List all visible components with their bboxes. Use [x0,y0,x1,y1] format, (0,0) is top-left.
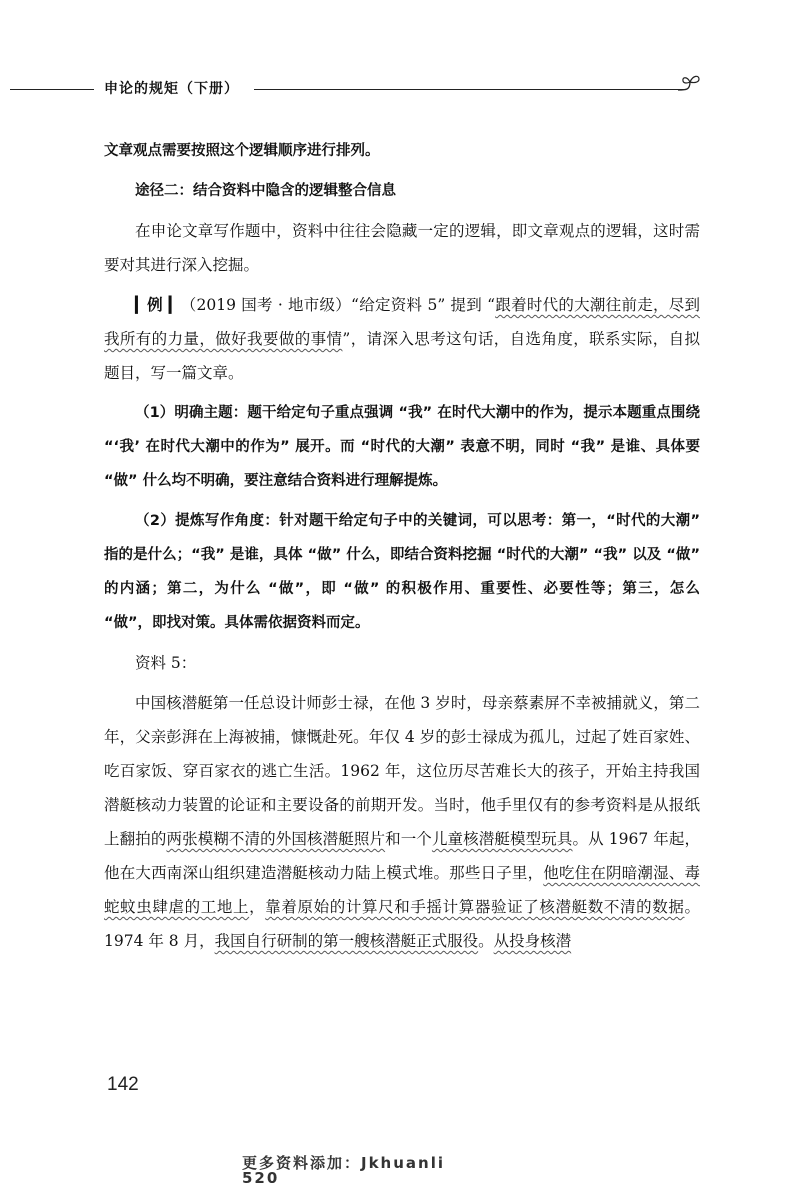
paragraph-p5: （1）明确主题：题干给定句子重点强调 “我” 在时代大潮中的作为，提示本题重点围绕 “‘我’ 在时代大潮中的作为” 展开。而 “时代的大潮” 表意不明，同时 “我” 是谁、具体要 “做” 什么均不明确，要注意结合资料进行理解提炼。 [104,405,700,489]
material-text-c: 。从 1967 年起，他在大西南深山组织建造潜艇核动力陆上模式堆。那些日子里， [104,830,700,882]
example-marker: ▎例 ▎ [135,296,181,314]
material-text-e: 。1974 年 8 月， [104,898,700,950]
material-underline-1: 两张模糊不清的外国核潜艇照片 [166,830,386,848]
material-text-f: 。 [478,932,494,950]
material-underline-3: 他吃住在阴暗潮湿、毒蛇蚊虫肆虐的工地上 [104,864,700,916]
material-underline-2: 儿童核潜艇模型玩具 [431,830,573,848]
material-text-b: 和一个 [385,830,432,848]
paragraph-p6: （2）提炼写作角度：针对题干给定句子中的关键词，可以思考：第一，“时代的大潮” 指的是什么；“我” 是谁，具体 “做” 什么，即结合资料挖掘 “时代的大潮” “我” 以及 “做” 的内涵；第二，为什么 “做”，即 “做” 的积极作用、重要性、必要性等；第三，怎么 “做”，即找对策。具体需依据资料而定。 [104,513,700,631]
material-underline-5: 我国自行研制的第一艘核潜艇正式服役 [214,932,479,950]
footer-text: 更多资料添加：Jkhuanli 520 [242,1154,445,1187]
footer-watermark [242,1154,472,1187]
material-paragraph [104,686,700,958]
page-number: 142 [107,1074,139,1095]
example-quote: 跟着时代的大潮往前走，尽到我所有的力量，做好我要做的事情 [104,296,700,348]
page-body [104,134,700,958]
paragraph-p1: 文章观点需要按照这个逻辑顺序进行排列。 [104,143,380,159]
paragraph-p3: 在申论文章写作题中，资料中往往会隐藏一定的逻辑，即文章观点的逻辑，这时需要对其进行深入挖掘。 [104,222,700,274]
material-underline-6: 从投身核潜 [493,932,572,950]
material-label: 资料 5： [135,654,197,672]
example-text-b: ”，请深入思考这句话，自选角度，联系实际，自拟题目，写一篇文章。 [104,330,700,382]
header-rule-left [10,89,94,90]
material-text-a: 中国核潜艇第一任总设计师彭士禄，在他 3 岁时，母亲蔡素屏不幸被捕就义，第二年，父亲彭湃在上海被捕，慷慨赴死。年仅 4 岁的彭士禄成为孤儿，过起了姓百家姓、吃百家饭、穿百家衣的逃亡生活。1962 年，这位历尽苦难长大的孩子，开始主持我国潜艇核动力装置的论证和主要设备的前期开发。当时，他手里仅有的参考资料是从报纸上翻拍的 [104,694,700,848]
running-title: 申论的规矩（下册） [104,81,239,97]
section-heading: 途径二：结合资料中隐含的逻辑整合信息 [135,183,396,199]
running-header [0,70,800,110]
header-rule-right [254,89,686,90]
sprout-icon [676,70,706,100]
example-paragraph [104,288,700,390]
material-text-d: ， [249,898,266,916]
example-text-a: （2019 国考 · 地市级）“给定资料 5” 提到 “ [180,296,496,314]
material-underline-4: 靠着原始的计算尺和手摇计算器验证了核潜艇数不清的数据 [265,898,685,916]
